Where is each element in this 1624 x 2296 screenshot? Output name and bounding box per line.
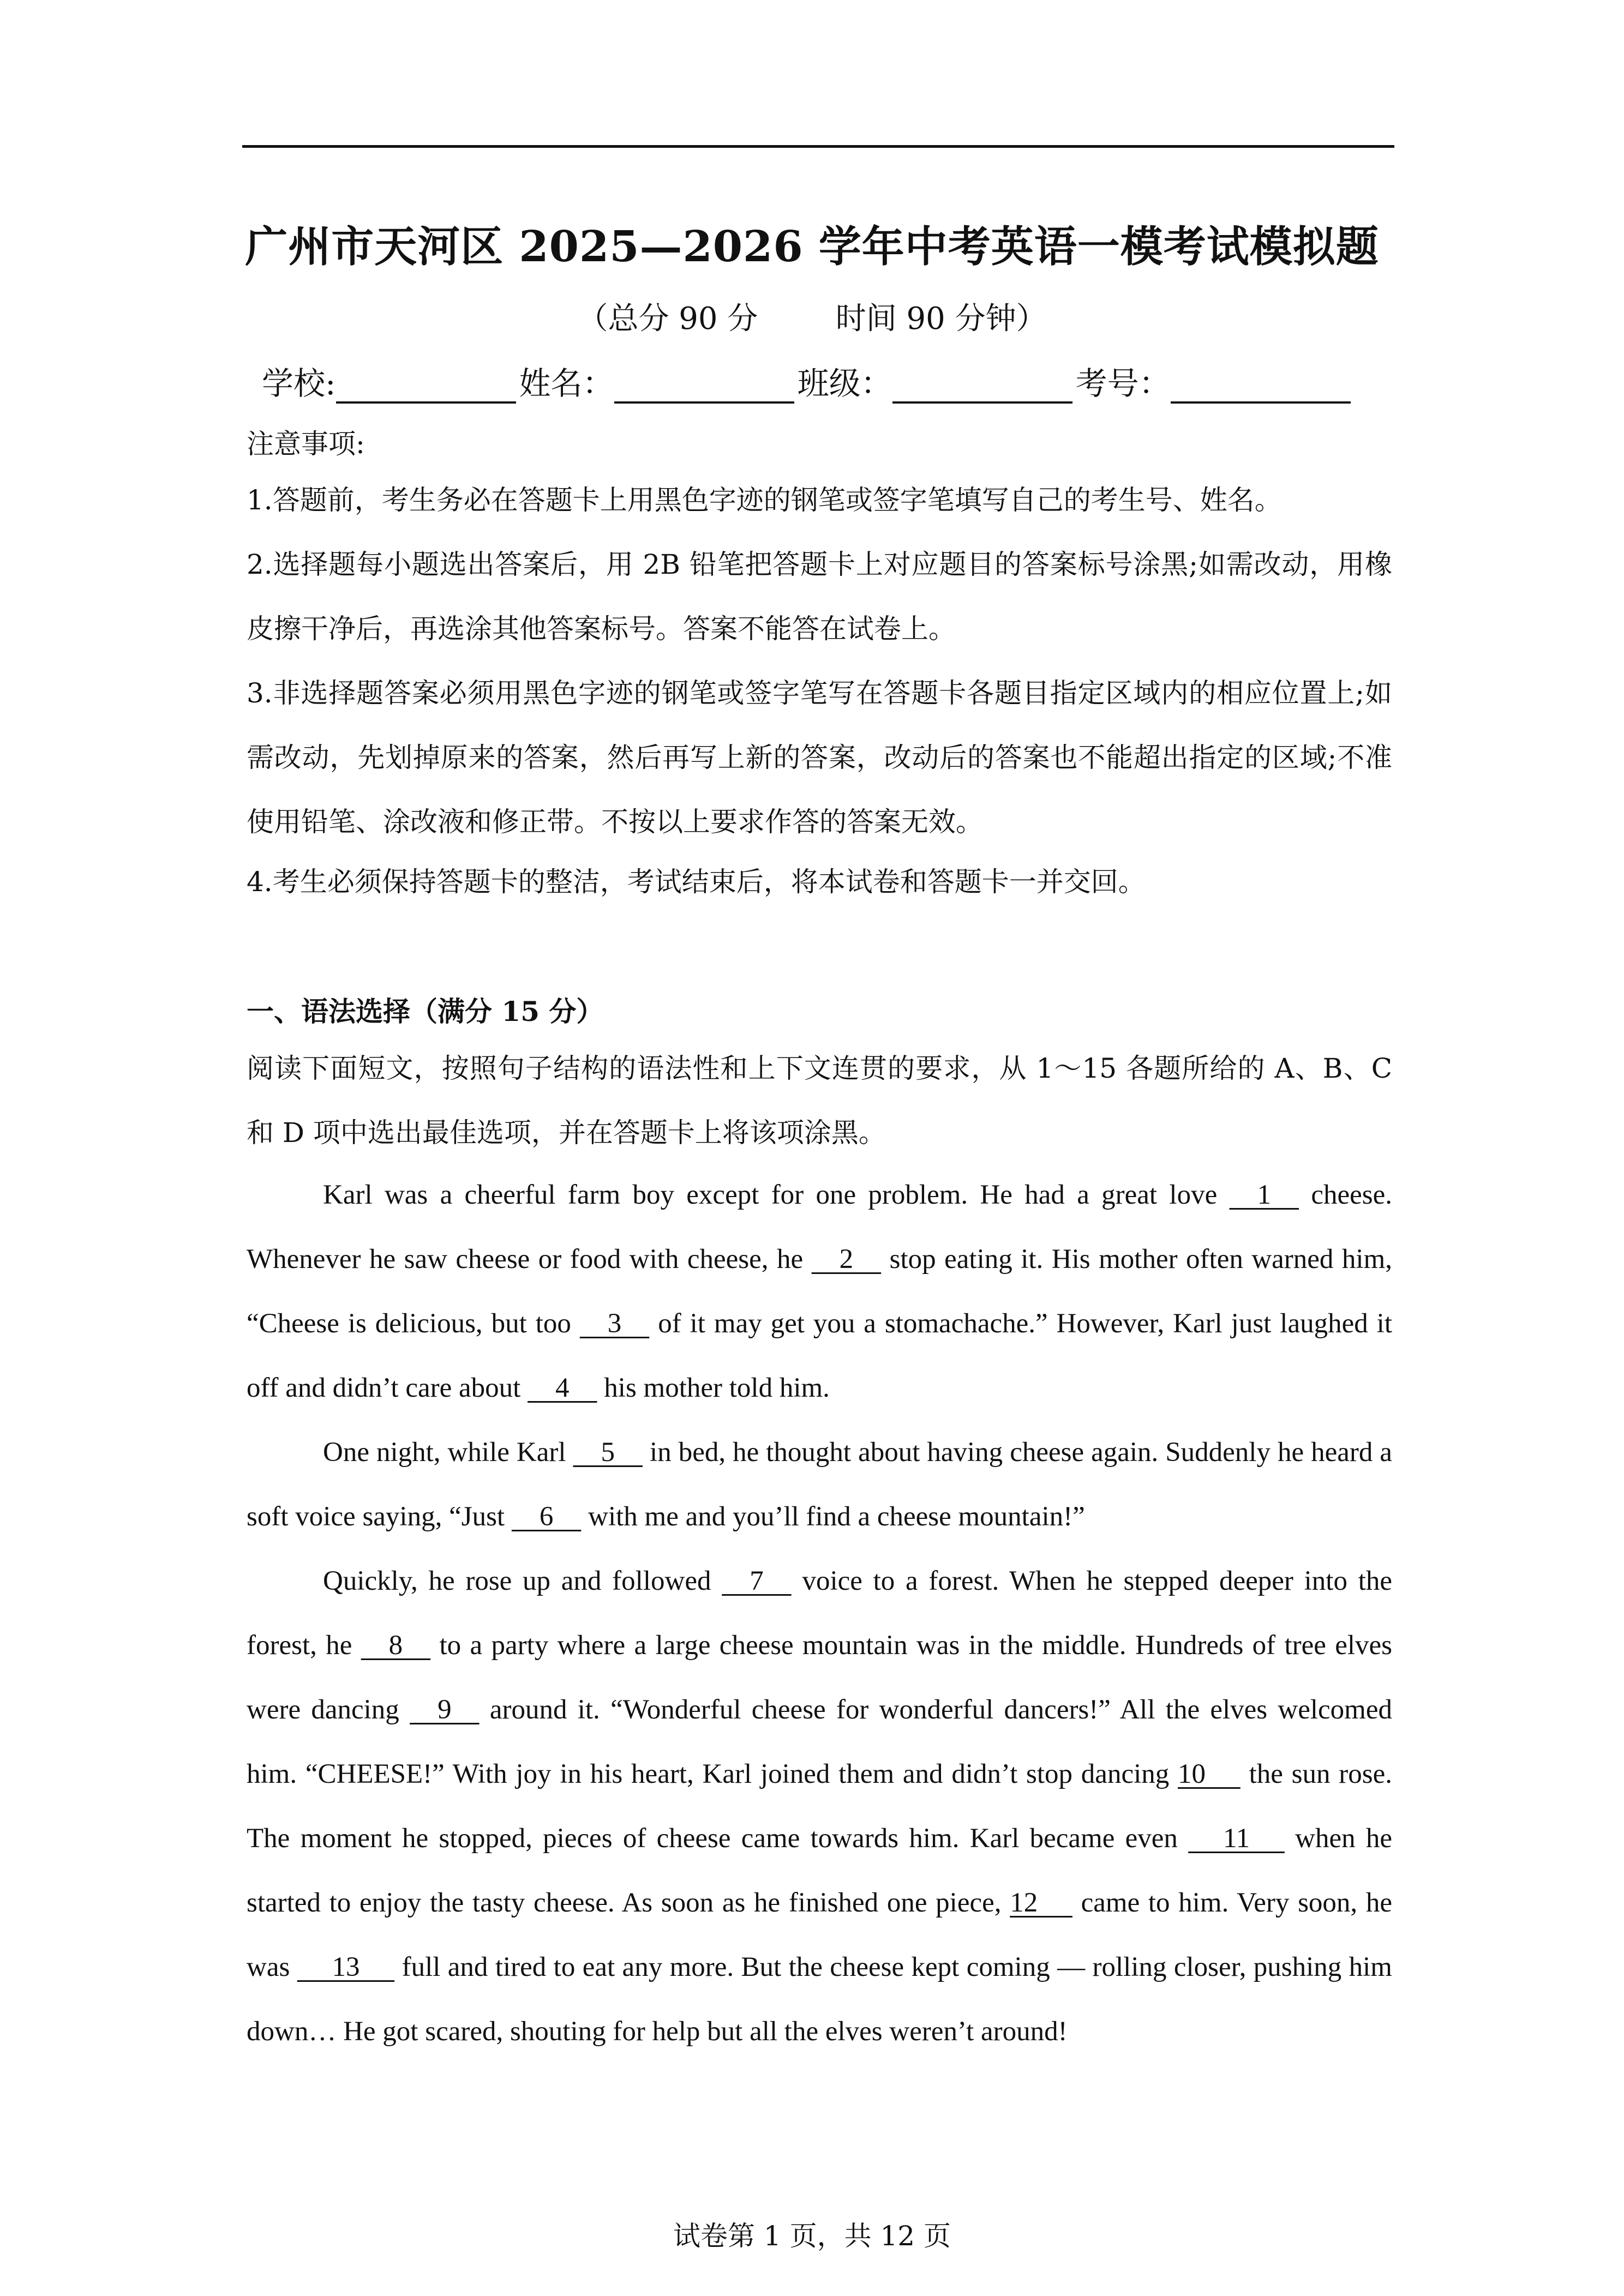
name-label: 姓名： xyxy=(519,365,614,402)
passage-text: his mother told him. xyxy=(597,1373,830,1403)
blank-11: 11 xyxy=(1188,1823,1285,1854)
passage-text: full and tired to eat any more. But the cheese kept coming — rolling closer, pushing him down… He got scared, shouting for help but all the elves weren’t around! xyxy=(247,1952,1392,2047)
blank-3: 3 xyxy=(579,1308,650,1339)
passage-text: to a party where a large cheese mountain was in the middle. Hundreds of tree elves were dancing xyxy=(247,1630,1392,1725)
passage-text: when he started to enjoy the tasty cheese. As soon as he finished one piece, xyxy=(247,1823,1393,1918)
student-info-row xyxy=(262,358,1354,404)
passage-text: around it. “Wonderful cheese for wonderful dancers!” All the elves welcomed him. “CHEESE!” With joy in his heart, Karl joined them and didn’t stop dancing xyxy=(247,1694,1392,1789)
class-field[interactable] xyxy=(892,371,1072,404)
exam-number-field[interactable] xyxy=(1171,371,1351,404)
blank-2: 2 xyxy=(811,1244,882,1275)
exam-notes xyxy=(247,420,1392,914)
note-item-3: 3.非选择题答案必须用黑色字迹的钢笔或签字笔写在答题卡各题目指定区域内的相应位置上;如需改动，先划掉原来的答案，然后再写上新的答案，改动后的答案也不能超出指定的区域;不准使用铅笔、涂改液和修正带。不按以上要求作答的答案无效。 xyxy=(247,677,1392,838)
note-item-2: 2.选择题每小题选出答案后，用 2B 铅笔把答题卡上对应题目的答案标号涂黑;如需改动，用橡皮擦干净后，再选涂其他答案标号。答案不能答在试卷上。 xyxy=(247,549,1392,645)
blank-8: 8 xyxy=(361,1630,431,1661)
section-instruction: 阅读下面短文，按照句子结构的语法性和上下文连贯的要求，从 1～15 各题所给的 A、B、C 和 D 项中选出最佳选项，并在答题卡上将该项涂黑。 xyxy=(247,1053,1392,1149)
passage-text: One night, while Karl xyxy=(323,1437,573,1468)
name-field[interactable] xyxy=(614,371,794,404)
school-label: 学校: xyxy=(262,365,336,402)
exam-subtitle: （总分 90 分 时间 90 分钟） xyxy=(577,301,1047,336)
class-label: 班级： xyxy=(797,365,892,402)
passage-paragraph-3 xyxy=(247,1549,1392,2064)
blank-6: 6 xyxy=(511,1501,582,1532)
passage-paragraph-2 xyxy=(247,1420,1392,1549)
passage-text: of it may get you a stomachache.” However, Karl just laughed it off and didn’t care about xyxy=(247,1308,1392,1403)
blank-1: 1 xyxy=(1229,1180,1299,1210)
page-footer: 试卷第 1 页，共 12 页 xyxy=(673,2220,951,2252)
reading-passage xyxy=(247,1163,1392,2064)
passage-text: in bed, he thought about having cheese again. Suddenly he heard a soft voice saying, “Just xyxy=(247,1437,1392,1532)
note-item-1: 1.答题前，考生务必在答题卡上用黑色字迹的钢笔或签字笔填写自己的考生号、姓名。 xyxy=(247,484,1282,516)
blank-10: 10 xyxy=(1178,1759,1241,1789)
passage-text: Karl was a cheerful farm boy except for one problem. He had a great love xyxy=(323,1180,1230,1210)
passage-text: stop eating it. His mother often warned him, “Cheese is delicious, but too xyxy=(247,1244,1392,1339)
blank-9: 9 xyxy=(410,1694,480,1725)
blank-5: 5 xyxy=(573,1437,643,1468)
blank-13: 13 xyxy=(297,1952,395,1982)
school-field[interactable] xyxy=(336,371,516,404)
blank-7: 7 xyxy=(722,1566,792,1596)
passage-text: with me and you’ll find a cheese mountain!” xyxy=(581,1501,1085,1532)
passage-paragraph-1 xyxy=(247,1163,1392,1420)
passage-text: Quickly, he rose up and followed xyxy=(323,1566,722,1596)
passage-text: cheese. Whenever he saw cheese or food with cheese, he xyxy=(247,1180,1392,1275)
blank-12: 12 xyxy=(1010,1888,1072,1918)
passage-text: the sun rose. The moment he stopped, pieces of cheese came towards him. Karl became even xyxy=(247,1759,1393,1854)
notes-heading: 注意事项: xyxy=(247,428,365,460)
exam-title: 广州市天河区 2025—2026 学年中考英语一模考试模拟题 xyxy=(245,222,1379,272)
exam-number-label: 考号： xyxy=(1075,365,1171,402)
passage-text: voice to a forest. When he stepped deeper into the forest, he xyxy=(247,1566,1392,1661)
section-grammar xyxy=(247,987,1392,1165)
blank-4: 4 xyxy=(528,1373,597,1403)
header-rule xyxy=(242,145,1394,148)
passage-text: came to him. Very soon, he was xyxy=(247,1888,1392,1982)
note-item-4: 4.考生必须保持答题卡的整洁，考试结束后，将本试卷和答题卡一并交回。 xyxy=(247,866,1146,898)
section-title: 一、语法选择（满分 15 分） xyxy=(247,995,604,1027)
